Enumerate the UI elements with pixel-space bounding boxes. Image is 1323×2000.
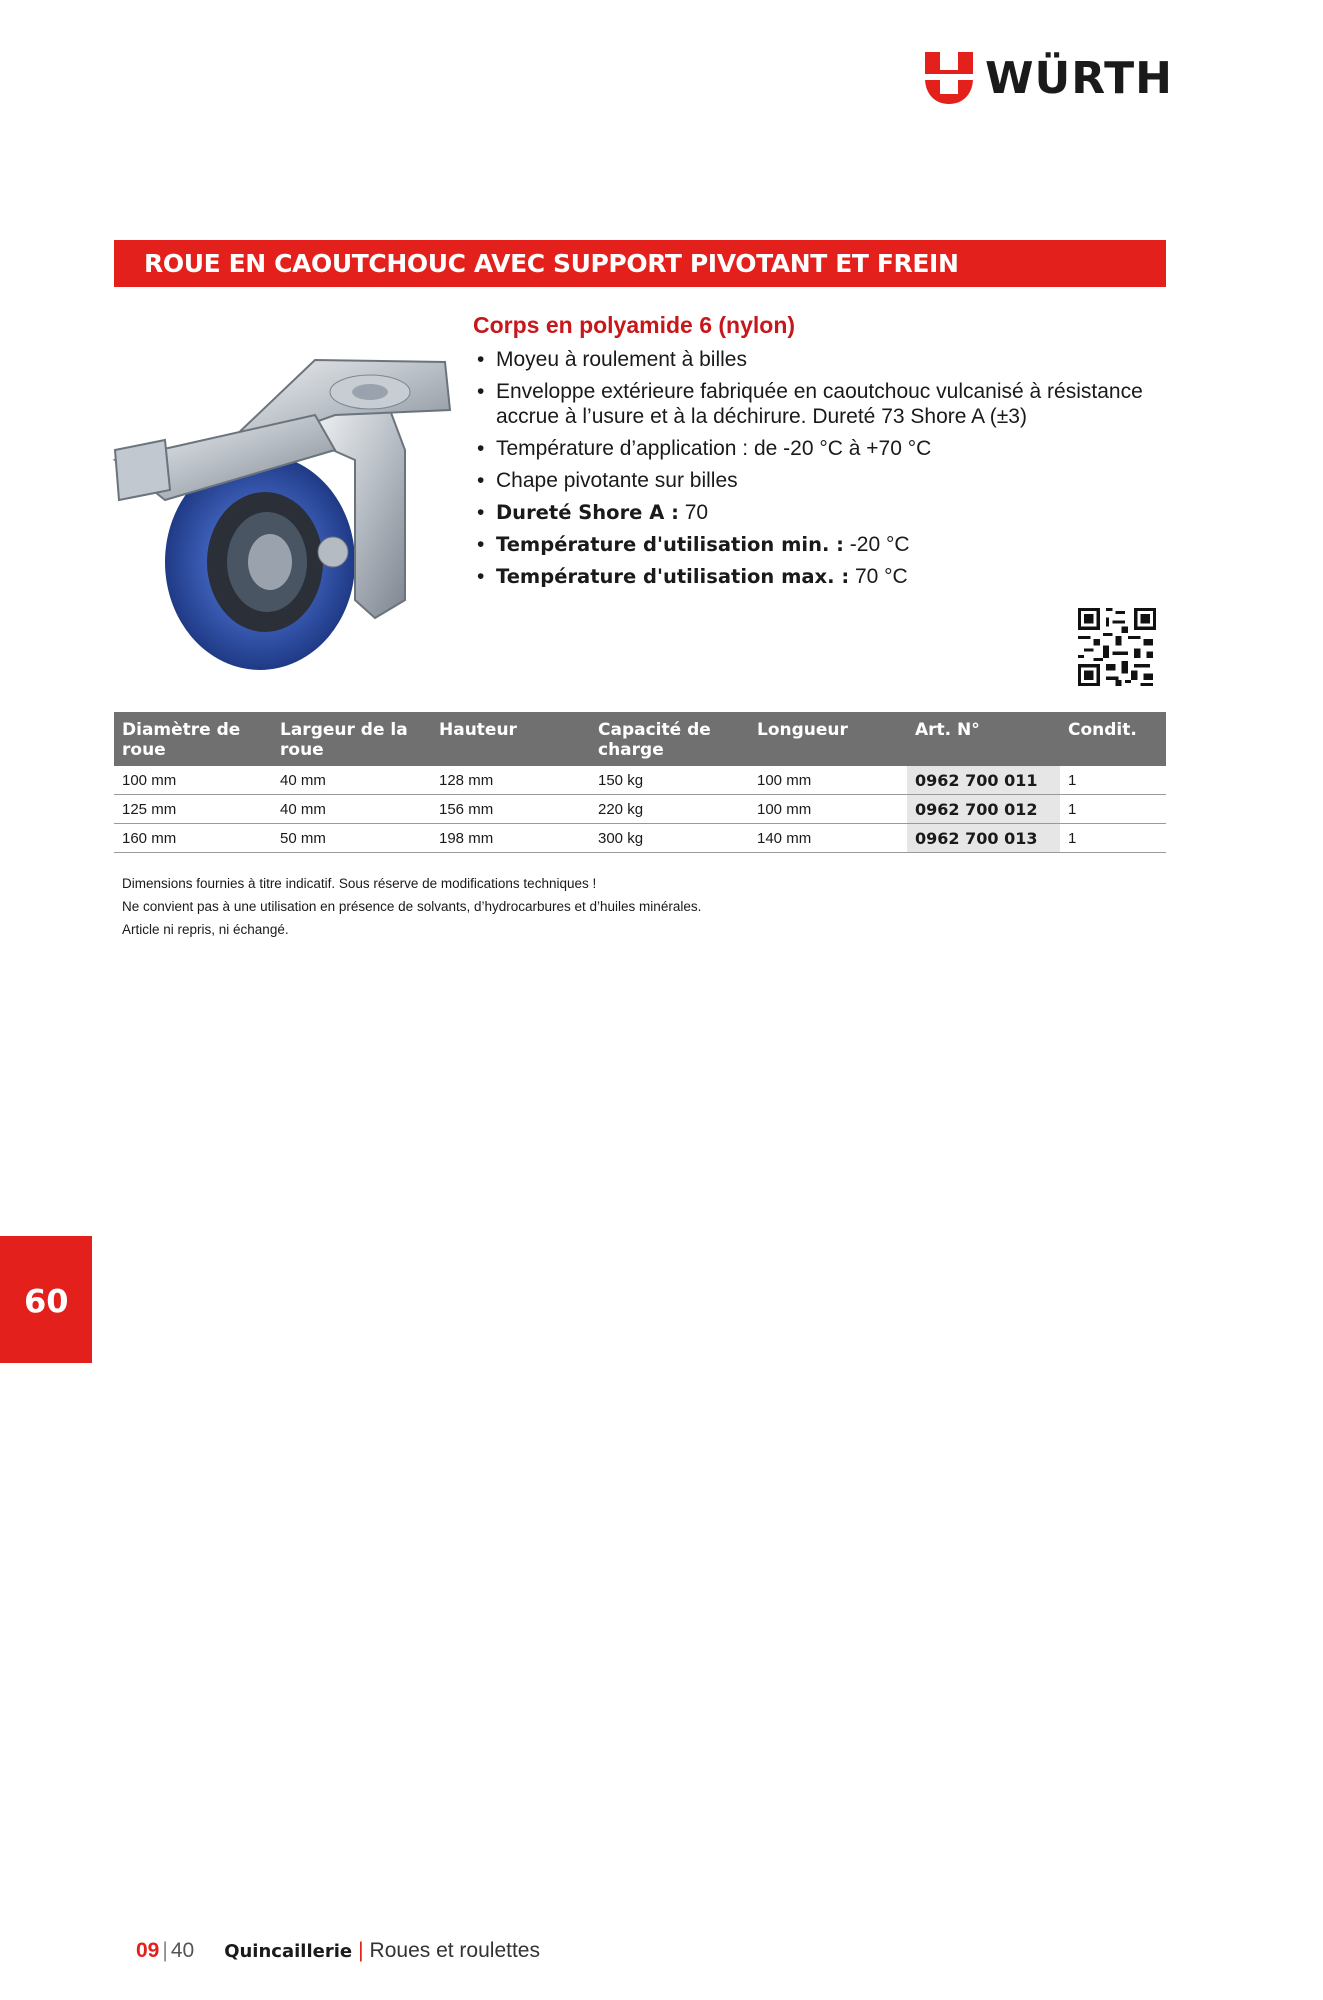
table-cell: 1	[1060, 824, 1166, 853]
table-header-row	[114, 712, 1166, 766]
footnote-line: Dimensions fournies à titre indicatif. Sous réserve de modifications techniques !	[122, 876, 597, 891]
caster-wheel-icon	[105, 300, 465, 680]
table-cell: 100 mm	[114, 766, 272, 795]
feature-item	[473, 436, 1173, 461]
table-cell: 40 mm	[272, 766, 431, 795]
table-cell: 1	[1060, 766, 1166, 795]
brand-name: WÜRTH	[985, 52, 1174, 104]
table-cell: 198 mm	[431, 824, 590, 853]
col-header: Largeur de la roue	[272, 712, 431, 766]
table-cell: 150 kg	[590, 766, 749, 795]
table-cell: 100 mm	[749, 766, 907, 795]
feature-value: -20 °C	[849, 533, 910, 556]
footer-category: Quincaillerie	[224, 1941, 353, 1962]
feature-item	[473, 347, 1173, 372]
article-number-cell: 0962 700 012	[907, 795, 1060, 824]
feature-label: Température d'utilisation min. :	[496, 533, 844, 556]
footnotes	[122, 872, 701, 941]
table-cell: 125 mm	[114, 795, 272, 824]
feature-text: Moyeu à roulement à billes	[496, 348, 747, 371]
table-cell: 128 mm	[431, 766, 590, 795]
feature-item	[473, 532, 1173, 557]
table-cell: 220 kg	[590, 795, 749, 824]
col-header: Hauteur	[431, 712, 590, 766]
table-cell: 100 mm	[749, 795, 907, 824]
footer-page-number: 40	[170, 1939, 195, 1962]
article-number-cell: 0962 700 011	[907, 766, 1060, 795]
feature-text: Chape pivotante sur billes	[496, 469, 738, 492]
col-header: Longueur	[749, 712, 907, 766]
footer-subcategory: Roues et roulettes	[369, 1939, 540, 1962]
feature-list	[473, 347, 1173, 589]
col-header: Diamètre de roue	[114, 712, 272, 766]
col-header: Condit.	[1060, 712, 1166, 766]
table-cell: 156 mm	[431, 795, 590, 824]
feature-item	[473, 564, 1173, 589]
table-cell: 160 mm	[114, 824, 272, 853]
product-subtitle: Corps en polyamide 6 (nylon)	[473, 312, 796, 338]
footer-divider: |	[358, 1939, 364, 1962]
table-cell: 300 kg	[590, 824, 749, 853]
table-cell: 50 mm	[272, 824, 431, 853]
qr-code-icon[interactable]	[1078, 608, 1156, 686]
col-header: Capacité de charge	[590, 712, 749, 766]
chapter-number: 09	[23, 1280, 69, 1319]
feature-value: 70 °C	[854, 565, 908, 588]
product-title-bar	[114, 240, 1166, 287]
footer-section: 09	[136, 1939, 160, 1962]
table-cell: 40 mm	[272, 795, 431, 824]
feature-text: Température d’application : de -20 °C à +70 °C	[496, 437, 932, 460]
table-row	[114, 795, 1166, 824]
brand-logo	[925, 52, 1173, 104]
specification-table	[114, 712, 1166, 853]
table-cell: 1	[1060, 795, 1166, 824]
feature-item	[473, 379, 1173, 429]
wurth-logo-icon	[925, 52, 973, 104]
product-description	[473, 312, 1173, 596]
feature-label: Dureté Shore A :	[496, 501, 679, 524]
feature-item	[473, 468, 1173, 493]
feature-item	[473, 500, 1173, 525]
chapter-tab	[0, 1236, 92, 1363]
footnote-line: Ne convient pas à une utilisation en présence de solvants, d’hydrocarbures et d’huiles minérales.	[122, 899, 702, 914]
table-row	[114, 824, 1166, 853]
article-number-cell: 0962 700 013	[907, 824, 1060, 853]
table-cell: 140 mm	[749, 824, 907, 853]
footnote-line: Article ni repris, ni échangé.	[122, 922, 289, 937]
table-row	[114, 766, 1166, 795]
page-footer	[136, 1939, 540, 1963]
product-title: ROUE EN CAOUTCHOUC AVEC SUPPORT PIVOTANT ET FREIN	[144, 249, 959, 278]
col-header: Art. N°	[907, 712, 1060, 766]
footer-separator: |	[162, 1939, 168, 1962]
feature-label: Température d'utilisation max. :	[496, 565, 850, 588]
feature-value: 70	[684, 501, 709, 524]
feature-text: Enveloppe extérieure fabriquée en caoutchouc vulcanisé à résistance accrue à l’usure et à la déchirure. Dureté 73 Shore A (±3)	[496, 380, 1143, 428]
